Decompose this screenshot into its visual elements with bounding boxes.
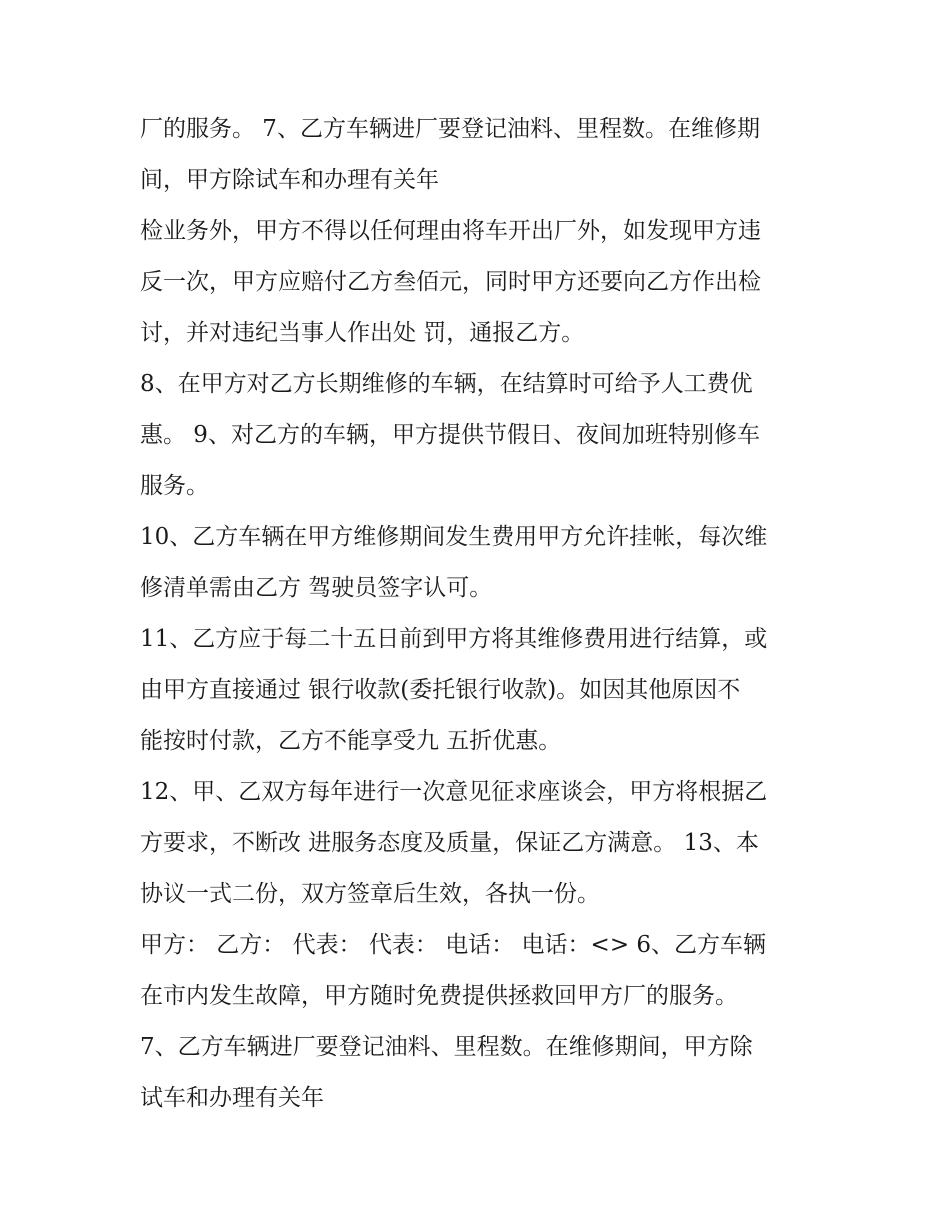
text-line: 厂的服务。 7、乙方车辆进厂要登记油料、里程数。在维修期 <box>140 116 760 142</box>
text-line: 7、乙方车辆进厂要登记油料、里程数。在维修期间，甲方除 <box>140 1034 753 1060</box>
text-line: 方要求，不断改 进服务态度及质量，保证乙方满意。 13、本 <box>140 830 759 856</box>
text-line: 由甲方直接通过 银行收款(委托银行收款)。如因其他原因不 <box>140 677 741 703</box>
text-line: 试车和办理有关年 <box>140 1085 324 1111</box>
text-line: 10、乙方车辆在甲方维修期间发生费用甲方允许挂帐，每次维 <box>140 524 768 550</box>
text-line: 甲方： 乙方： 代表： 代表： 电话： 电话：<> 6、乙方车辆 <box>140 932 767 958</box>
text-line: 服务。 <box>140 473 209 499</box>
text-line: 在市内发生故障，甲方随时免费提供拯救回甲方厂的服务。 <box>140 983 738 1009</box>
text-line: 8、在甲方对乙方长期维修的车辆，在结算时可给予人工费优 <box>140 371 753 397</box>
text-line: 讨，并对违纪当事人作出处 罚，通报乙方。 <box>140 320 585 346</box>
text-line: 检业务外，甲方不得以任何理由将车开出厂外，如发现甲方违 <box>140 218 761 244</box>
document-body <box>140 104 820 1124</box>
text-line: 11、乙方应于每二十五日前到甲方将其维修费用进行结算，或 <box>140 626 768 652</box>
text-line: 间，甲方除试车和办理有关年 <box>140 167 439 193</box>
text-line: 惠。 9、对乙方的车辆，甲方提供节假日、夜间加班特别修车 <box>140 422 760 448</box>
text-line: 能按时付款，乙方不能享受九 五折优惠。 <box>140 728 562 754</box>
text-line: 修清单需由乙方 驾驶员签字认可。 <box>140 575 493 601</box>
text-line: 反一次，甲方应赔付乙方叁佰元，同时甲方还要向乙方作出检 <box>140 269 761 295</box>
text-line: 12、甲、乙双方每年进行一次意见征求座谈会，甲方将根据乙 <box>140 779 768 805</box>
text-line: 协议一式二份，双方签章后生效，各执一份。 <box>140 881 600 907</box>
